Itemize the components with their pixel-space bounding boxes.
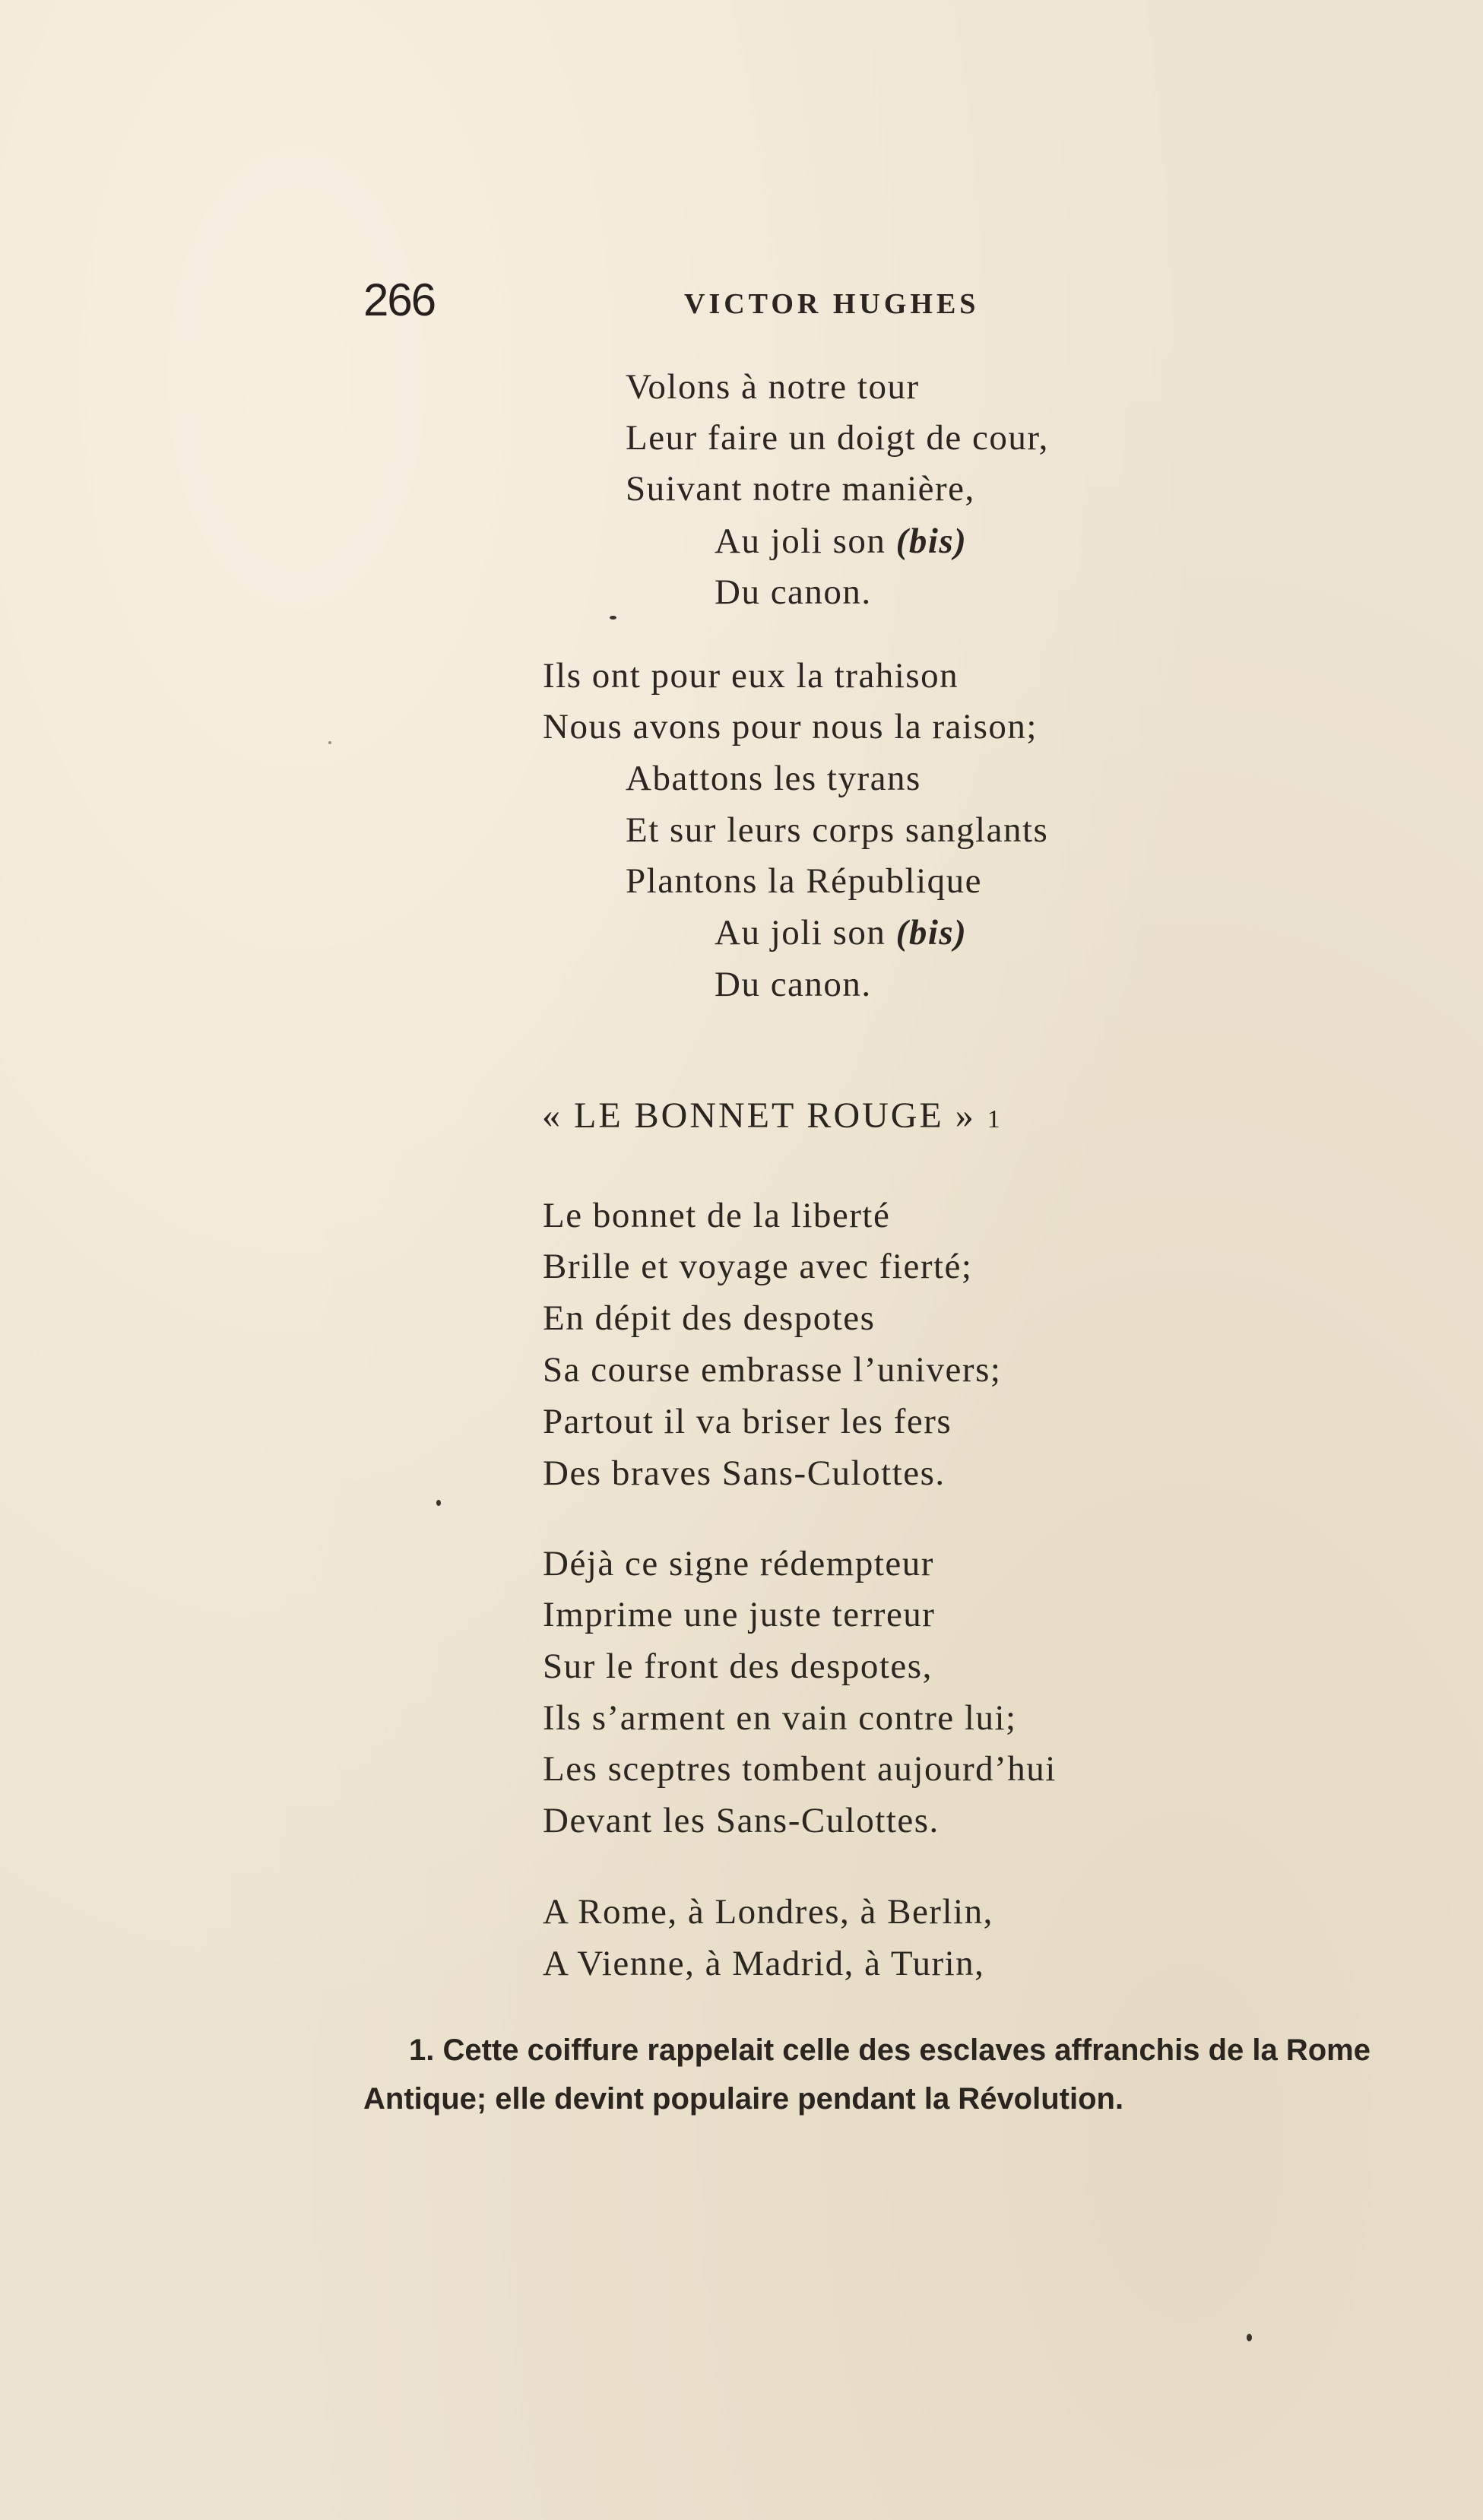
bis-marker: (bis) — [895, 521, 968, 561]
verse-line: En dépit des despotes — [543, 1298, 876, 1338]
verse-line: Du canon. — [715, 572, 872, 612]
verse-line: Brille et voyage avec fierté; — [543, 1247, 973, 1286]
running-title: VICTOR HUGHES — [684, 288, 980, 320]
verse-line: Imprime une juste terreur — [543, 1595, 936, 1634]
verse-line: Les sceptres tombent aujourd’hui — [543, 1749, 1057, 1789]
verse-line: Abattons les tyrans — [626, 759, 921, 798]
verse-line: Volons à notre tour — [626, 367, 920, 407]
paper-speck — [610, 616, 616, 620]
running-header — [363, 274, 1428, 342]
verse-text: Au joli son — [715, 913, 896, 953]
footnote: 1. Cette coiffure rappelait celle des esclaves affranchis de la Rome Antique; elle devint populaire pendant la Révolution. — [363, 2033, 1371, 2116]
verse-line: Déjà ce signe rédempteur — [543, 1544, 934, 1583]
verse-line: Sur le front des despotes, — [543, 1647, 933, 1686]
verse-text: Au joli son — [715, 521, 896, 561]
verse-line: A Vienne, à Madrid, à Turin, — [543, 1944, 985, 1983]
verse-line: A Rome, à Londres, à Berlin, — [543, 1892, 993, 1932]
verse-line — [715, 912, 967, 953]
verse-line: Ils s’arment en vain contre lui; — [543, 1698, 1017, 1738]
verse-line — [715, 521, 967, 562]
verse-line: Partout il va briser les fers — [543, 1402, 952, 1441]
verse-line: Plantons la République — [626, 861, 983, 901]
verse-line: Devant les Sans-Culottes. — [543, 1801, 940, 1840]
verse-line: Leur faire un doigt de cour, — [626, 418, 1049, 458]
paper-speck — [436, 1500, 441, 1506]
bis-marker: (bis) — [895, 913, 968, 953]
paper-speck — [1247, 2334, 1252, 2341]
verse-line: Le bonnet de la liberté — [543, 1196, 891, 1235]
verse-line: Ils ont pour eux la trahison — [543, 656, 959, 696]
verse-line: Suivant notre manière, — [626, 469, 975, 509]
song-title-text: « LE BONNET ROUGE » — [542, 1095, 976, 1136]
verse-line: Sa course embrasse l’univers; — [543, 1350, 1002, 1390]
verse-line: Et sur leurs corps sanglants — [626, 810, 1049, 850]
verse-line: Du canon. — [715, 965, 872, 1004]
page-number: 266 — [363, 274, 436, 325]
verse-line: Nous avons pour nous la raison; — [543, 707, 1038, 746]
footnote-reference: 1 — [987, 1105, 1000, 1133]
paper-speck — [328, 741, 331, 744]
verse-line: Des braves Sans-Culottes. — [543, 1453, 946, 1493]
song-title — [542, 1095, 1000, 1136]
